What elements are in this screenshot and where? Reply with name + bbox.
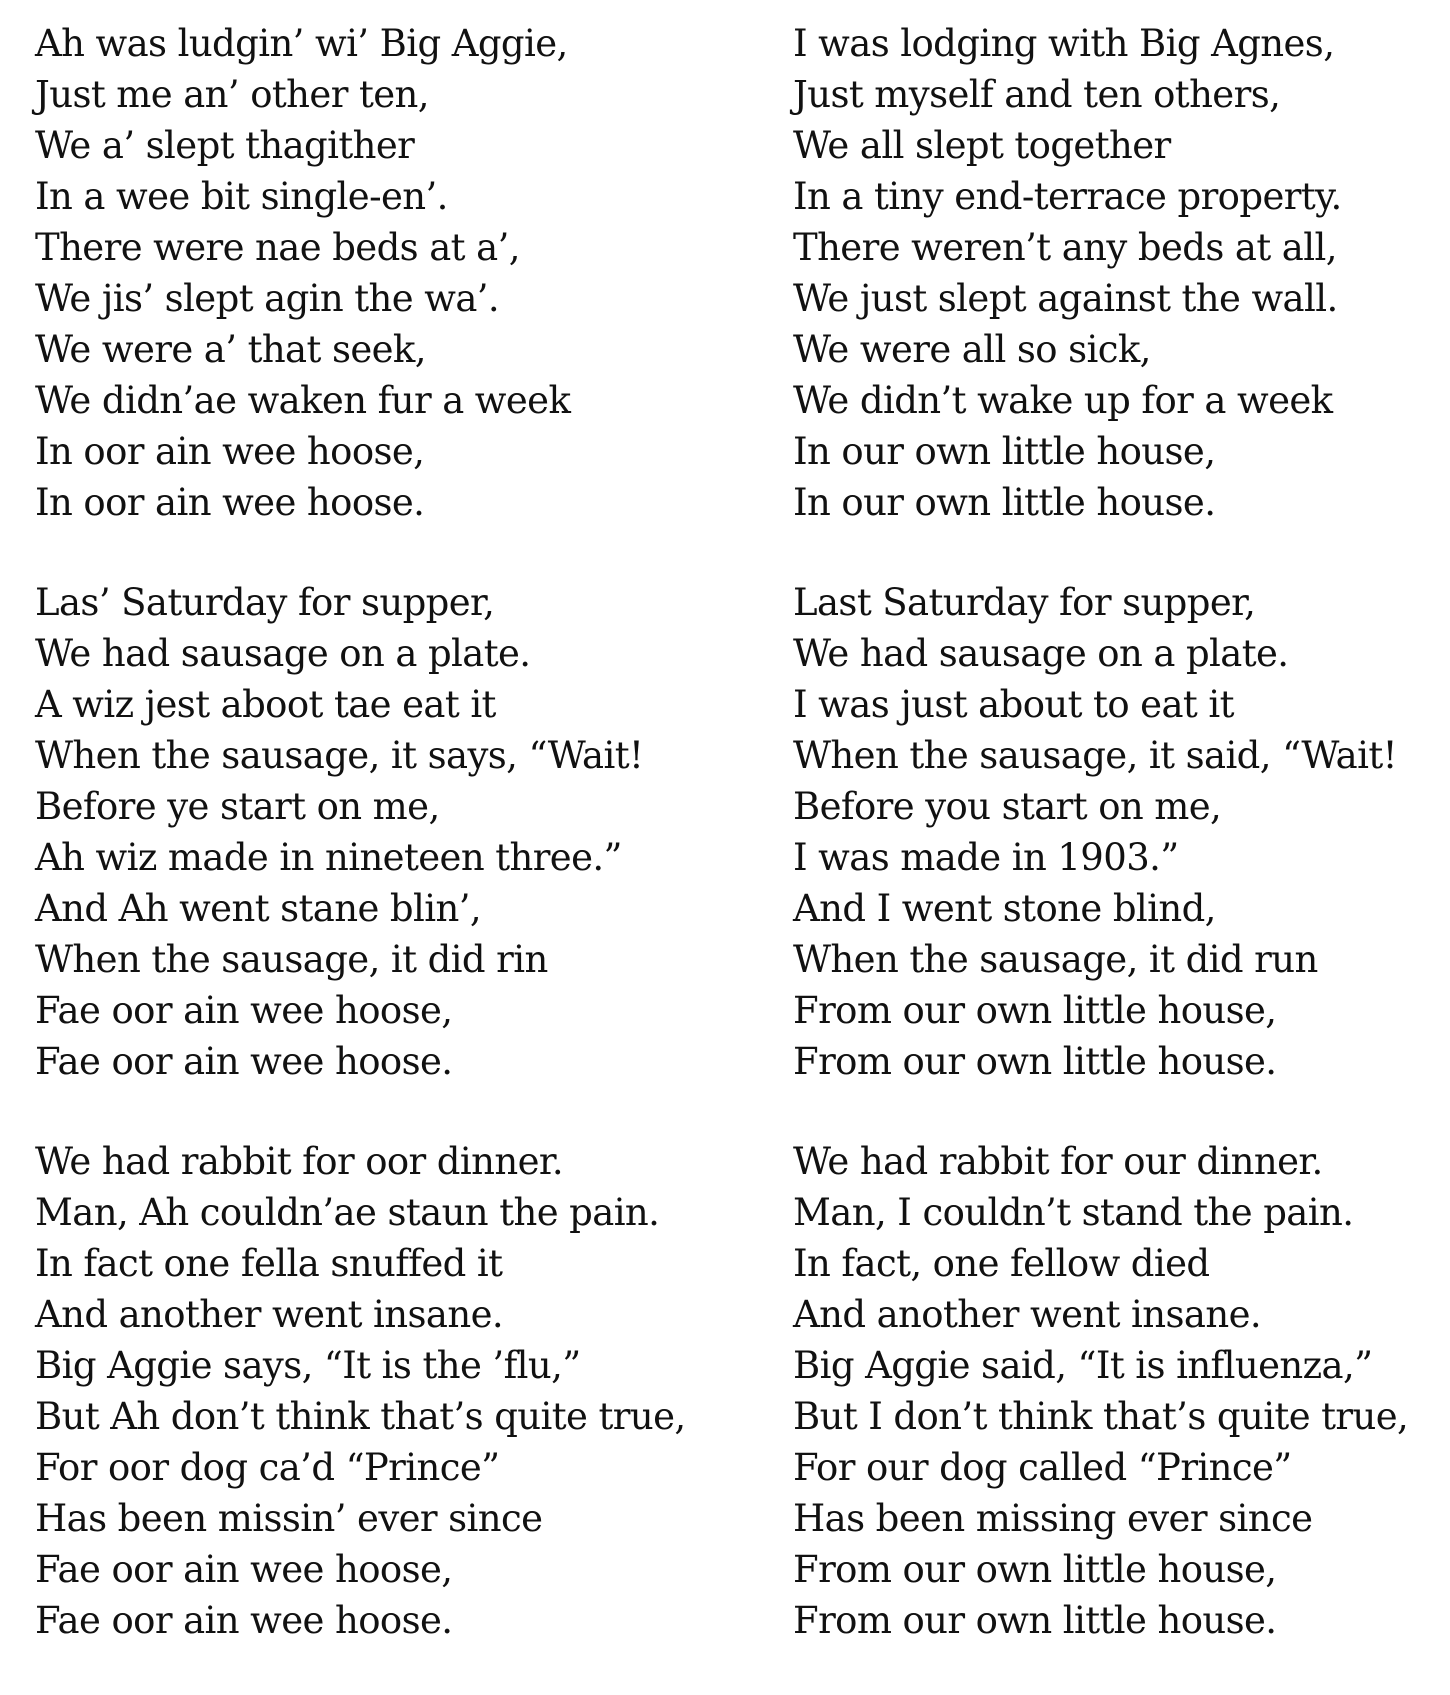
scots-line: We had sausage on a plate. — [35, 632, 531, 675]
english-line: We had rabbit for our dinner. — [793, 1140, 1323, 1183]
english-line: Has been missing ever since — [793, 1497, 1313, 1540]
scots-line: We were a’ that seek, — [35, 328, 426, 371]
scots-line: Las’ Saturday for supper, — [35, 581, 495, 624]
scots-line: For oor dog ca’d “Prince” — [35, 1446, 500, 1489]
scots-line: Ah was ludgin’ wi’ Big Aggie, — [35, 22, 568, 65]
scots-line: There were nae beds at a’, — [35, 226, 520, 269]
scots-line: We didn’ae waken fur a week — [35, 379, 571, 422]
scots-line: When the sausage, it says, “Wait! — [35, 734, 644, 777]
english-line: Just myself and ten others, — [793, 73, 1281, 116]
scots-line: But Ah don’t think that’s quite true, — [35, 1395, 686, 1438]
english-line: But I don’t think that’s quite true, — [793, 1395, 1409, 1438]
english-line: And I went stone blind, — [793, 887, 1216, 930]
scots-line: A wiz jest aboot tae eat it — [35, 683, 496, 726]
english-line: Big Aggie said, “It is influenza,” — [793, 1344, 1373, 1387]
english-line: From our own little house. — [793, 1040, 1277, 1083]
scots-line: And Ah went stane blin’, — [35, 887, 482, 930]
scots-line: Big Aggie says, “It is the ’flu,” — [35, 1344, 581, 1387]
english-line: And another went insane. — [793, 1293, 1262, 1336]
english-line: We were all so sick, — [793, 328, 1151, 371]
english-line: From our own little house, — [793, 1548, 1277, 1591]
scots-line: Fae oor ain wee hoose, — [35, 989, 453, 1032]
scots-line: Fae oor ain wee hoose. — [35, 1040, 453, 1083]
english-line: For our dog called “Prince” — [793, 1446, 1292, 1489]
english-stanza-1 — [793, 18, 1443, 528]
english-stanza-2 — [793, 577, 1443, 1087]
english-line: In our own little house, — [793, 430, 1216, 473]
scots-line: In fact one fella snuffed it — [35, 1242, 503, 1285]
scots-column — [35, 18, 755, 1695]
english-line: There weren’t any beds at all, — [793, 226, 1337, 269]
english-line: From our own little house, — [793, 989, 1277, 1032]
scots-line: In a wee bit single-en’. — [35, 175, 448, 218]
scots-line: And another went insane. — [35, 1293, 504, 1336]
scots-line: Fae oor ain wee hoose. — [35, 1599, 453, 1642]
scots-line: Just me an’ other ten, — [35, 73, 429, 116]
english-line: We had sausage on a plate. — [793, 632, 1289, 675]
scots-line: In oor ain wee hoose. — [35, 481, 425, 524]
scots-stanza-1 — [35, 18, 755, 528]
scots-line: Man, Ah couldn’ae staun the pain. — [35, 1191, 660, 1234]
english-line: In our own little house. — [793, 481, 1216, 524]
english-stanza-3 — [793, 1136, 1443, 1646]
scots-line: Has been missin’ ever since — [35, 1497, 543, 1540]
english-line: We just slept against the wall. — [793, 277, 1338, 320]
english-line: We all slept together — [793, 124, 1171, 167]
scots-stanza-2 — [35, 577, 755, 1087]
english-line: Last Saturday for supper, — [793, 581, 1256, 624]
english-line: I was made in 1903.” — [793, 836, 1179, 879]
english-line: Man, I couldn’t stand the pain. — [793, 1191, 1354, 1234]
scots-line: We a’ slept thagither — [35, 124, 415, 167]
scots-line: We had rabbit for oor dinner. — [35, 1140, 564, 1183]
english-line: We didn’t wake up for a week — [793, 379, 1333, 422]
english-line: When the sausage, it did run — [793, 938, 1318, 981]
english-line: I was just about to eat it — [793, 683, 1234, 726]
english-line: In a tiny end-terrace property. — [793, 175, 1342, 218]
scots-line: When the sausage, it did rin — [35, 938, 548, 981]
scots-line: In oor ain wee hoose, — [35, 430, 425, 473]
scots-line: Before ye start on me, — [35, 785, 440, 828]
scots-line: We jis’ slept agin the wa’. — [35, 277, 500, 320]
scots-line: Ah wiz made in nineteen three.” — [35, 836, 622, 879]
english-line: From our own little house. — [793, 1599, 1277, 1642]
english-column — [793, 18, 1443, 1695]
english-line: When the sausage, it said, “Wait! — [793, 734, 1397, 777]
english-line: Before you start on me, — [793, 785, 1222, 828]
scots-line: Fae oor ain wee hoose, — [35, 1548, 453, 1591]
scots-stanza-3 — [35, 1136, 755, 1646]
english-line: I was lodging with Big Agnes, — [793, 22, 1335, 65]
english-line: In fact, one fellow died — [793, 1242, 1210, 1285]
